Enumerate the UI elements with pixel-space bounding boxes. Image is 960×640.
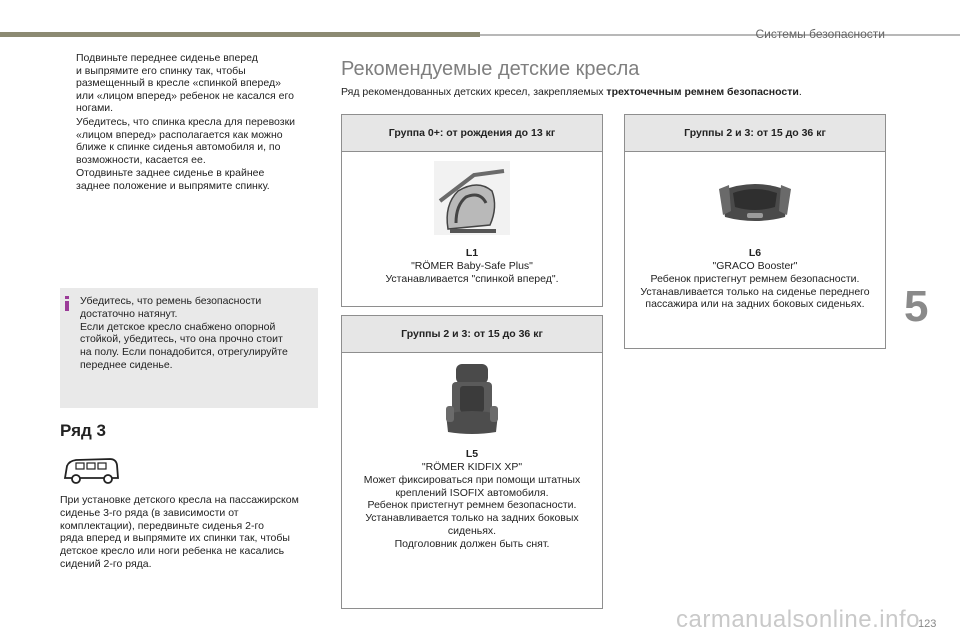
page-number: 123 [918, 618, 937, 630]
seat-card-l1 [341, 114, 603, 307]
seat-code: L1 [465, 247, 479, 259]
header-rule [480, 34, 960, 36]
row3-text: При установке детского кресла на пассажирском сиденье 3-го ряда (в зависимости от комплектации), передвиньте сиденья 2-го ряда вперед и выпрямите их спинки так, чтобы детское кресло или ноги ребенка не касались сидений 2-го ряда. [60, 494, 299, 570]
page-title: Рекомендуемые детские кресла [341, 58, 640, 80]
info-note [60, 288, 318, 408]
seat-card-l6 [624, 114, 886, 349]
row3-heading: Ряд 3 [60, 421, 107, 440]
card-heading: Группа 0+: от рождения до 13 кг [342, 115, 602, 152]
minivan-icon [62, 456, 120, 486]
seat-description: "RÖMER Baby-Safe Plus" Устанавливается "спинкой вперед". [385, 260, 559, 285]
booster-cushion-icon [715, 171, 795, 227]
infant-carrier-icon [434, 161, 510, 235]
seat-card-l5 [341, 315, 603, 609]
header-accent-bar [0, 32, 480, 37]
seat-description: "RÖMER KIDFIX XP" Может фиксироваться при помощи штатных креплений ISOFIX автомобиля. Ребенок пристегнут ремнем безопасности. Устанавливается только на задних боковых сиденьях. Подголовник должен быть снят. [363, 461, 581, 550]
info-text: Убедитесь, что ремень безопасности достаточно натянут. Если детское кресло снабжено опорной стойкой, убедитесь, что она прочно стоит на полу. Если понадобится, отрегулируйте переднее сиденье. [80, 295, 288, 371]
booster-seat-with-back-icon [442, 362, 502, 438]
chapter-number: 5 [904, 282, 929, 331]
info-icon [65, 296, 69, 310]
instruction-item: Подвиньте переднее сиденье вперед и выпрямите его спинку так, чтобы размещенный в кресле «спинкой вперед» или «лицом вперед» ребенок не касался его ногами. [76, 52, 294, 115]
instruction-list [60, 52, 318, 194]
seat-code: L6 [748, 247, 762, 259]
card-heading: Группы 2 и 3: от 15 до 36 кг [625, 115, 885, 152]
section-intro: Ряд рекомендованных детских кресел, закрепляемых трехточечным ремнем безопасности. [341, 86, 802, 98]
watermark: carmanualsonline.info [676, 606, 920, 633]
card-heading: Группы 2 и 3: от 15 до 36 кг [342, 316, 602, 353]
instruction-item: Отодвиньте заднее сиденье в крайнее заднее положение и выпрямите спинку. [76, 167, 270, 192]
seat-description: "GRACO Booster" Ребенок пристегнут ремнем безопасности. Устанавливается только на сиденье переднего пассажира или на задних боковых сиденьях. [640, 260, 870, 311]
instruction-item: Убедитесь, что спинка кресла для перевозки «лицом вперед» располагается как можно ближе к спинке сиденья автомобиля и, по возможности, касается ее. [76, 115, 296, 166]
section-header: Системы безопасности [755, 27, 885, 41]
seat-code: L5 [465, 448, 479, 460]
